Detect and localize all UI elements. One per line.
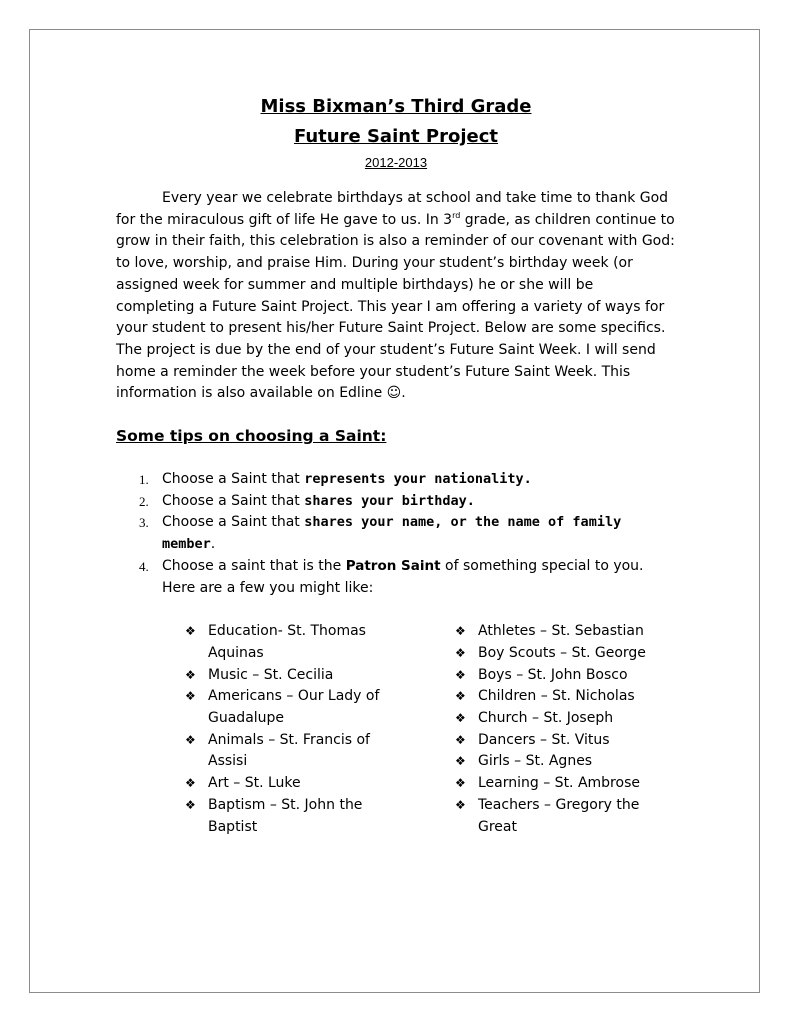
tip-text: Choose a Saint that [162, 492, 305, 509]
saint-entry: Music – St. Cecilia [208, 666, 334, 683]
tip-number: 1. [139, 472, 149, 488]
tip-text-end: of something special to you. Here are a few you might like: [162, 557, 644, 596]
intro-text-2: grade, as children continue to grow in their faith, this celebration is also a reminder of our covenant with God: to love, worship, and praise Him. During your student’s birthday week (or assigned week for summer and multiple birthdays) he or she will be completing a Future Saint Project. This year I am offering a variety of ways for your student to present his/her Future Saint Project. Below are some specifics. The project is due by the end of your student’s Future Saint Week. I will send home a reminder the week before your student’s Future Saint Week. This information is also available on Edline ☺. [116, 211, 675, 402]
diamond-bullet-icon: ❖ [455, 624, 466, 639]
list-item [455, 686, 665, 708]
saint-entry: Boy Scouts – St. George [478, 644, 646, 661]
saint-entry: Teachers – Gregory the Great [478, 796, 640, 835]
diamond-bullet-icon: ❖ [455, 711, 466, 726]
list-item [455, 621, 665, 643]
tips-list [116, 469, 676, 599]
saint-entry: Girls – St. Agnes [478, 753, 593, 770]
tip-emphasis: shares your name, or the name of family member [162, 514, 622, 553]
diamond-bullet-icon: ❖ [185, 732, 196, 747]
document-content [116, 92, 676, 838]
diamond-bullet-icon: ❖ [185, 667, 196, 682]
list-item [455, 708, 665, 730]
page-title [116, 92, 676, 152]
diamond-bullet-icon: ❖ [185, 776, 196, 791]
tip-text-end: . [210, 536, 216, 553]
intro-paragraph [116, 188, 676, 405]
list-item [185, 730, 385, 773]
saint-entry: Art – St. Luke [208, 775, 301, 792]
saint-entry: Dancers – St. Vitus [478, 731, 610, 748]
tips-heading: Some tips on choosing a Saint: [116, 427, 387, 446]
tip-number: 3. [139, 515, 149, 531]
diamond-bullet-icon: ❖ [455, 689, 466, 704]
tip-number: 4. [139, 558, 149, 574]
tip-item [116, 491, 676, 513]
tip-number: 2. [139, 493, 149, 509]
patron-saints-column-right [455, 621, 665, 838]
saint-entry: Boys – St. John Bosco [478, 666, 628, 683]
diamond-bullet-icon: ❖ [185, 689, 196, 704]
tip-text: Choose a saint that is the [162, 557, 346, 574]
title-line-2: Future Saint Project [293, 126, 499, 147]
diamond-bullet-icon: ❖ [185, 624, 196, 639]
list-item [455, 795, 665, 838]
diamond-bullet-icon: ❖ [455, 667, 466, 682]
list-item [455, 773, 665, 795]
diamond-bullet-icon: ❖ [455, 732, 466, 747]
tip-emphasis: shares your birthday. [304, 492, 475, 509]
diamond-bullet-icon: ❖ [455, 776, 466, 791]
tip-item [116, 512, 676, 555]
saint-entry: Baptism – St. John the Baptist [208, 796, 363, 835]
diamond-bullet-icon: ❖ [455, 797, 466, 812]
diamond-bullet-icon: ❖ [185, 797, 196, 812]
intro-text-1: Every year we celebrate birthdays at school and take time to thank God for the miraculous gift of life He gave to us. In 3 [116, 190, 669, 228]
tip-emphasis: represents your nationality. [304, 471, 532, 488]
saint-entry: Animals – St. Francis of Assisi [208, 731, 370, 770]
tip-item [116, 469, 676, 491]
list-item [455, 730, 665, 752]
saint-entry: Learning – St. Ambrose [478, 775, 640, 792]
diamond-bullet-icon: ❖ [455, 645, 466, 660]
saint-entry: Athletes – St. Sebastian [478, 623, 644, 640]
diamond-bullet-icon: ❖ [455, 754, 466, 769]
saint-entry: Children – St. Nicholas [478, 688, 635, 705]
tip-text: Choose a Saint that [162, 514, 305, 531]
saint-entry: Education- St. Thomas Aquinas [208, 623, 366, 661]
saint-entry: Church – St. Joseph [478, 710, 614, 727]
list-item [455, 665, 665, 687]
saint-entry: Americans – Our Lady of Guadalupe [208, 688, 380, 727]
tip-emphasis: Patron Saint [345, 557, 441, 574]
list-item [185, 686, 385, 729]
patron-saints-list [185, 621, 676, 838]
intro-superscript: rd [452, 210, 461, 220]
list-item [185, 773, 385, 795]
list-item [185, 665, 385, 687]
tip-item [116, 556, 676, 599]
list-item [455, 643, 665, 665]
patron-saints-column-left [185, 621, 385, 838]
title-line-1: Miss Bixman’s Third Grade [260, 96, 532, 117]
school-year: 2012-2013 [364, 155, 428, 170]
list-item [185, 621, 385, 664]
list-item [185, 795, 385, 838]
list-item [455, 751, 665, 773]
tip-text: Choose a Saint that [162, 471, 305, 488]
